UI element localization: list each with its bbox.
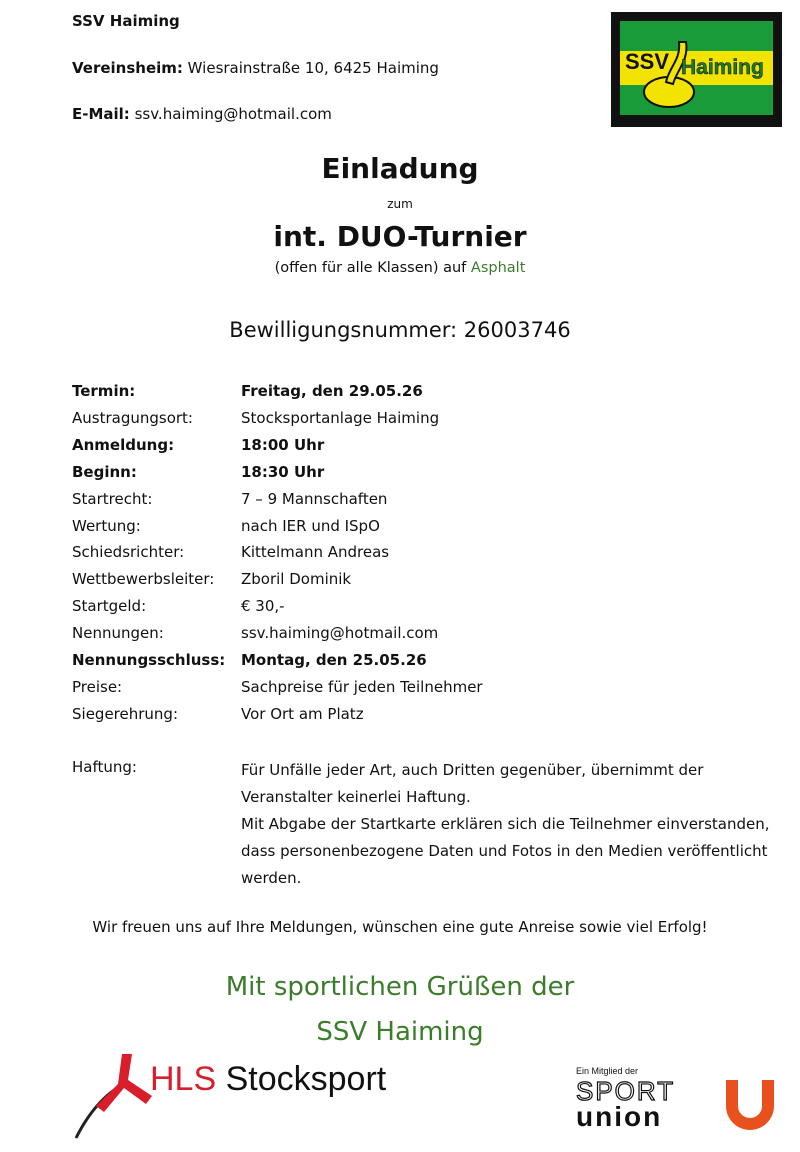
email-line [72, 105, 332, 123]
sport-union-logo [574, 1062, 784, 1142]
liability-text-1: Für Unfälle jeder Art, auch Dritten gegenüber, übernimmt der Veranstalter keinerlei Haftung. [241, 761, 704, 806]
club-name: SSV Haiming [72, 12, 180, 30]
liability-text [241, 757, 789, 892]
title-tournament: int. DUO-Turnier [273, 220, 527, 253]
closing-text: Wir freuen uns auf Ihre Meldungen, wünschen eine gute Anreise sowie viel Erfolg! [92, 918, 708, 936]
surface-asphalt: Asphalt [470, 260, 526, 276]
permit-number: Bewilligungsnummer: 26003746 [229, 318, 571, 342]
hls-logo-text: HLS Stocksport [150, 1060, 387, 1098]
ssv-haiming-logo [611, 12, 782, 127]
email-label: E-Mail: [72, 105, 130, 123]
svg-text:Ein Mitglied der: Ein Mitglied der [576, 1066, 639, 1076]
title-zum: zum [387, 197, 413, 211]
greeting-line-1: Mit sportlichen Grüßen der [225, 972, 575, 1002]
greeting-line-2: SSV Haiming [316, 1017, 484, 1047]
logo-haiming-text: Haiming [681, 56, 764, 79]
hls-logo-icon [70, 1050, 160, 1145]
clubhouse-value: Wiesrainstraße 10, 6425 Haiming [182, 59, 439, 77]
title-subtitle: (offen für alle Klassen) auf Asphalt [274, 260, 526, 276]
clubhouse-label: Vereinsheim: [72, 59, 183, 77]
title-einladung: Einladung [321, 152, 479, 185]
clubhouse-line [72, 59, 439, 77]
logo-ssv-text: SSV [625, 49, 670, 74]
liability-text-2: Mit Abgabe der Startkarte erklären sich die Teilnehmer einverstanden, dass personenbezogene Daten und Fotos in den Medien veröffentlicht werden. [241, 815, 770, 887]
svg-text:SPORT: SPORT [576, 1076, 676, 1106]
liability-label: Haftung: [72, 758, 137, 776]
svg-text:union: union [576, 1101, 663, 1132]
email-value: ssv.haiming@hotmail.com [129, 105, 332, 123]
